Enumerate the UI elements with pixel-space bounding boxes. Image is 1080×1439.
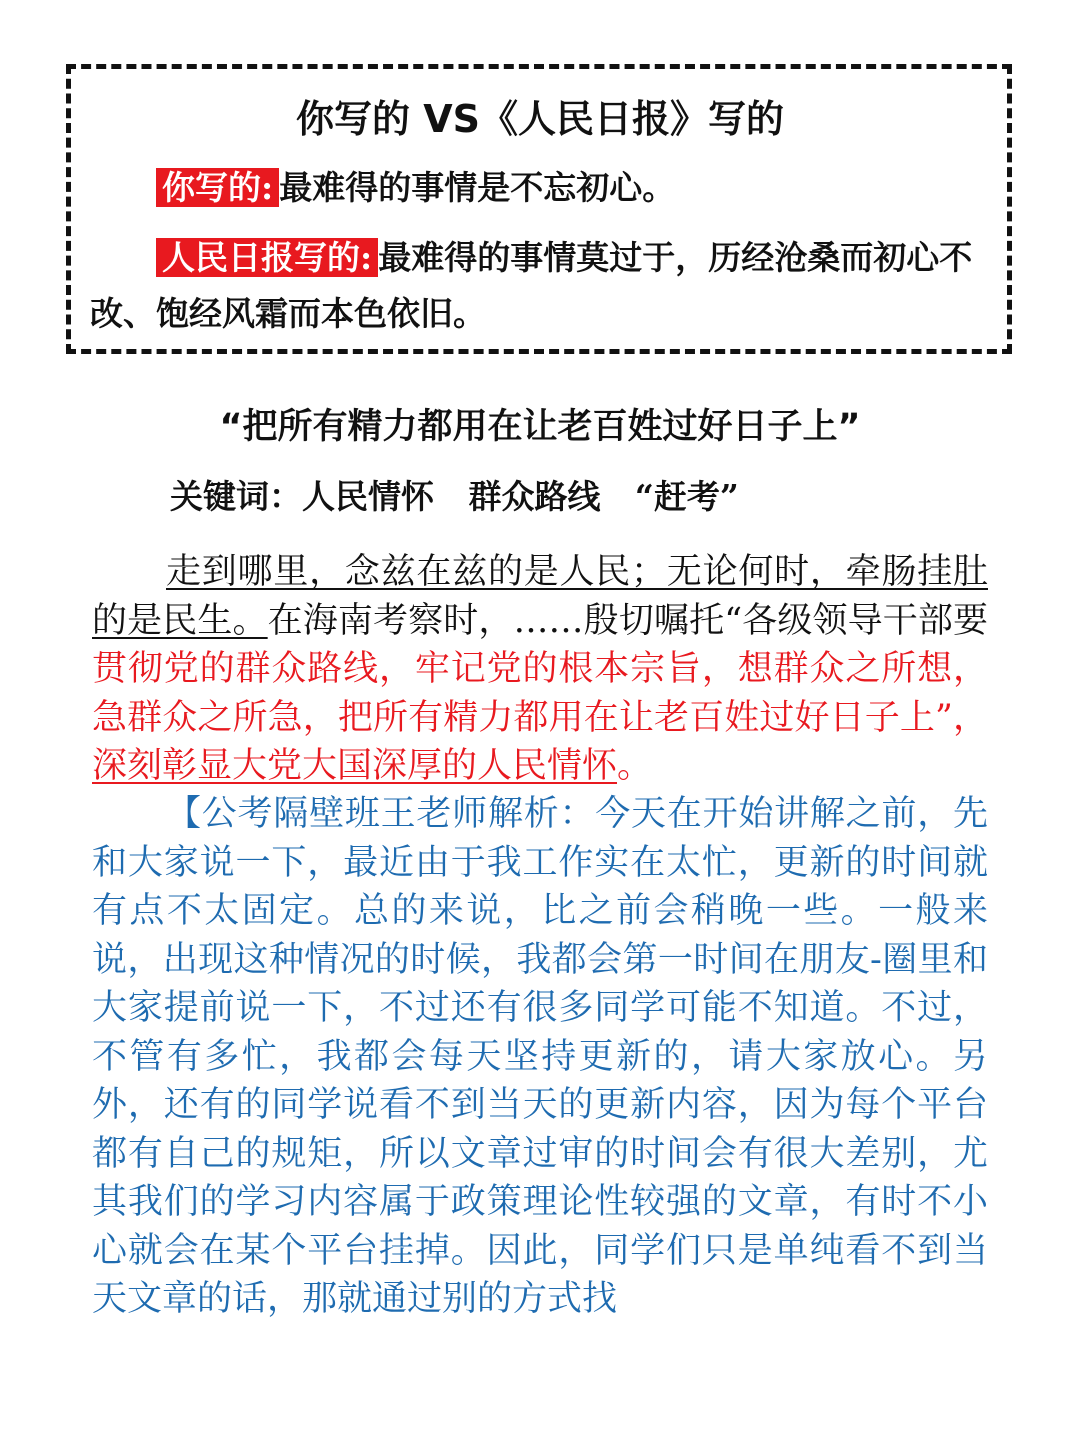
- comparison-title: 你写的 VS《人民日报》写的: [295, 97, 784, 141]
- red-underlined-text: 深刻彰显大党大国深厚的人民情怀: [92, 746, 618, 786]
- indent-spacer: [92, 794, 166, 834]
- paragraph-quote: [92, 548, 988, 791]
- yours-text: 最难得的事情是不忘初心。: [279, 168, 676, 207]
- underlined-intro: 走到哪里，念兹在兹的是人民；无论何时，牵肠挂肚的是民生。: [92, 552, 988, 641]
- red-quote-text: 贯彻党的群众路线，牢记党的根本宗旨，想群众之所想，急群众之所急，把所有精力都用在让老百姓过好日子上”，: [92, 649, 988, 738]
- keywords-line: 关键词：人民情怀 群众路线 “赶考”: [170, 477, 739, 516]
- yours-label: 你写的:: [156, 168, 279, 207]
- plain-text: 在海南考察时，……殷切嘱托“各级领导干部要: [267, 600, 988, 641]
- peoples-daily-text: 最难得的事情莫过于，历经沧桑而初心不改、饱经风霜而本色依旧。: [90, 238, 973, 333]
- indent-spacer: [92, 552, 166, 592]
- analysis-text: 【公考隔壁班王老师解析：今天在开始讲解之前，先和大家说一下，最近由于我工作实在太忙，更新的时间就有点不太固定。总的来说，比之前会稍晚一些。一般来说，出现这种情况的时候，我都会第一时间在朋友-圈里和大家提前说一下，不过还有很多同学可能不知道。不过，不管有多忙，我都会每天坚持更新的，请大家放心。另外，还有的同学说看不到当天的更新内容，因为每个平台都有自己的规矩，所以文章过审的时间会有很大差别，尤其我们的学习内容属于政策理论性较强的文章，有时不小心就会在某个平台挂掉。因此，同学们只是单纯看不到当天文章的话，那就通过别的方式找: [92, 794, 988, 1319]
- peoples-daily-label: 人民日报写的:: [156, 238, 378, 277]
- peoples-daily-line: [90, 230, 1000, 342]
- yours-line: [90, 160, 1000, 216]
- paragraph-analysis: [92, 790, 988, 1324]
- section-title: “把所有精力都用在让老百姓过好日子上”: [219, 407, 861, 447]
- red-end-punct: 。: [617, 746, 653, 786]
